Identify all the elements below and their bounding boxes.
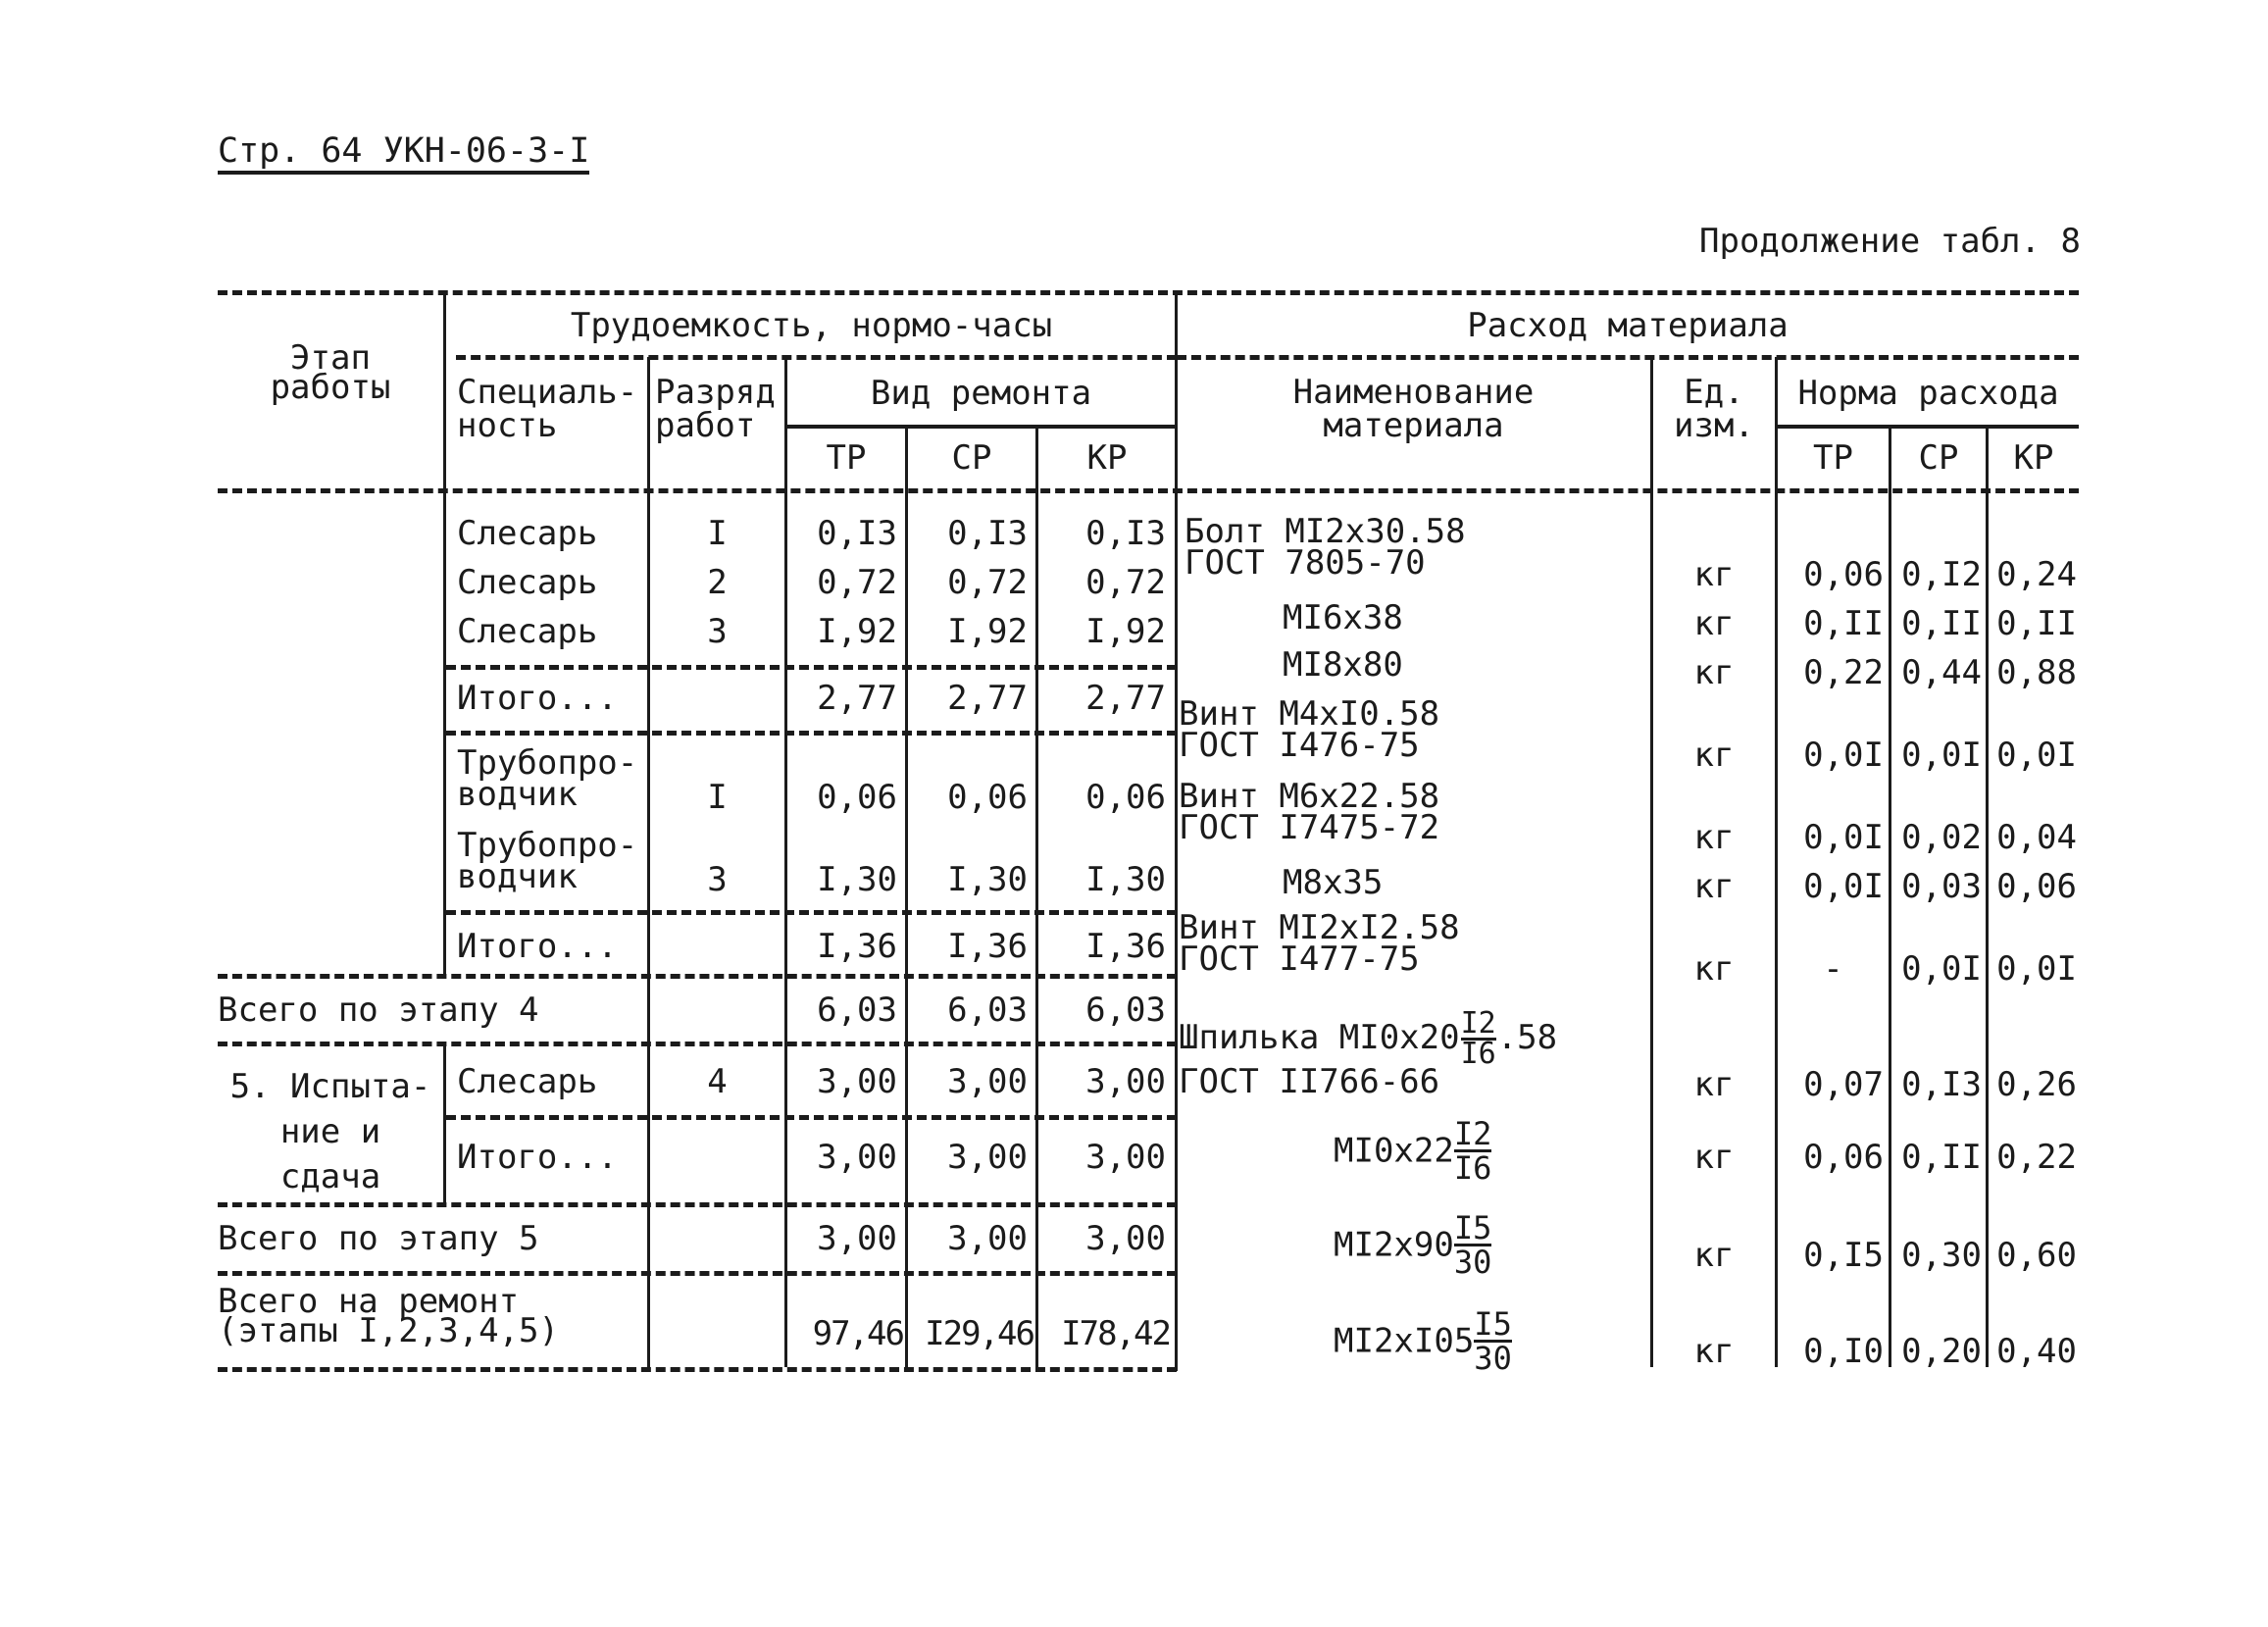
- norm-kr: 0,24: [1996, 555, 2077, 594]
- norm-kr: 0,26: [1996, 1065, 2077, 1104]
- labor-spec: Слесарь: [457, 612, 598, 651]
- labor-tr: 3,00: [817, 1062, 897, 1101]
- labor-sr: 6,03: [947, 991, 1028, 1030]
- header-grade: Разряд работ: [655, 373, 776, 445]
- labor-subtotal-label: Итого...: [457, 1138, 618, 1177]
- norm-kr: 0,0I: [1996, 736, 2077, 775]
- header-repair-kind: Вид ремонта: [870, 374, 1092, 413]
- labor-tr: 0,72: [817, 563, 897, 602]
- header-material-name: Наименование материала: [1292, 373, 1535, 445]
- material-name: Винт MI2xI2.58 ГОСТ I477-75: [1179, 908, 1460, 979]
- labor-kr: 0,72: [1085, 563, 1166, 602]
- norm-tr: 0,I0: [1803, 1332, 1884, 1371]
- norm-sr: 0,0I: [1901, 949, 1982, 989]
- labor-kr: I,36: [1085, 927, 1166, 966]
- labor-kr: I,30: [1085, 860, 1166, 899]
- labor-tr: I,30: [817, 860, 897, 899]
- page-number-header: Стр. 64 УКН-06-3-I: [218, 133, 589, 175]
- labor-sr: I,36: [947, 927, 1028, 966]
- material-unit: кг: [1693, 949, 1735, 989]
- norm-kr: 0,88: [1996, 653, 2077, 692]
- material-unit: кг: [1693, 653, 1735, 692]
- material-unit: кг: [1693, 867, 1735, 906]
- labor-sr: 0,72: [947, 563, 1028, 602]
- norm-tr: 0,0I: [1803, 867, 1884, 906]
- labor-kr: I,92: [1085, 612, 1166, 651]
- labor-sr: 0,I3: [947, 514, 1028, 553]
- material-name: Болт MI2x30.58 ГОСТ 7805-70: [1184, 512, 1466, 583]
- labor-sr: 2,77: [947, 679, 1028, 718]
- labor-subtotal-label: Итого...: [457, 927, 618, 966]
- header-tr: ТР: [826, 438, 867, 478]
- labor-spec: Слесарь: [457, 1062, 598, 1101]
- material-name: ГОСТ II766-66: [1179, 1062, 1440, 1101]
- labor-tr: 2,77: [817, 679, 897, 718]
- norm-sr: 0,II: [1901, 1138, 1982, 1177]
- stage-total-label: Всего по этапу 5: [218, 1219, 539, 1258]
- norm-sr: 0,02: [1901, 818, 1982, 857]
- labor-grade: 2: [707, 563, 728, 602]
- material-name: MI8x80: [1283, 645, 1403, 685]
- header-norm: Норма расхода: [1797, 374, 2059, 413]
- norm-kr: 0,22: [1996, 1138, 2077, 1177]
- labor-sr: 0,06: [947, 778, 1028, 817]
- header-material: Расход материала: [1467, 306, 1789, 345]
- norm-tr: 0,I5: [1803, 1236, 1884, 1275]
- labor-grade: I: [707, 514, 728, 553]
- norm-kr: 0,04: [1996, 818, 2077, 857]
- header-specialty: Специаль- ность: [457, 373, 638, 445]
- header-stage: Этап работы: [270, 338, 391, 407]
- material-name: MI0x22 $\frac{I2}{I6}$: [1334, 1115, 1492, 1187]
- stage-label: 5. Испыта- ние и сдача: [229, 1067, 431, 1196]
- material-name: M8x35: [1283, 863, 1384, 902]
- labor-tr: 6,03: [817, 991, 897, 1030]
- labor-tr: 0,06: [817, 778, 897, 817]
- labor-kr: 3,00: [1085, 1219, 1166, 1258]
- grand-total-label: Всего на ремонт (этапы I,2,3,4,5): [218, 1282, 559, 1350]
- labor-sr: 3,00: [947, 1219, 1028, 1258]
- material-unit: кг: [1693, 555, 1735, 594]
- labor-tr: 0,I3: [817, 514, 897, 553]
- labor-sr: I,30: [947, 860, 1028, 899]
- header-norm-tr: ТР: [1813, 438, 1853, 478]
- labor-kr: I78,42: [1061, 1314, 1170, 1353]
- labor-kr: 0,06: [1085, 778, 1166, 817]
- labor-tr: I,92: [817, 612, 897, 651]
- header-labor: Трудоемкость, нормо-часы: [570, 306, 1053, 345]
- material-unit: кг: [1693, 1332, 1735, 1371]
- material-name: MI6x38: [1283, 598, 1403, 637]
- material-name: Шпилька MI0x20 $\frac{I2}{I6}$ .58: [1179, 1006, 1558, 1071]
- norm-sr: 0,I3: [1901, 1065, 1982, 1104]
- labor-spec: Слесарь: [457, 563, 598, 602]
- labor-sr: I,92: [947, 612, 1028, 651]
- norm-kr: 0,60: [1996, 1236, 2077, 1275]
- stage-total-label: Всего по этапу 4: [218, 991, 539, 1030]
- header-sr: СР: [951, 438, 992, 478]
- norm-kr: 0,40: [1996, 1332, 2077, 1371]
- labor-grade: 3: [707, 860, 728, 899]
- material-unit: кг: [1693, 1138, 1735, 1177]
- labor-sr: I29,46: [925, 1314, 1033, 1353]
- norm-sr: 0,II: [1901, 604, 1982, 643]
- header-kr: КР: [1086, 438, 1128, 478]
- material-unit: кг: [1693, 1236, 1735, 1275]
- norm-tr: 0,0I: [1803, 818, 1884, 857]
- norm-tr: -: [1823, 949, 1843, 989]
- material-name: MI2x90 $\frac{I5}{30}$: [1334, 1209, 1492, 1281]
- material-unit: кг: [1693, 604, 1735, 643]
- norm-tr: 0,0I: [1803, 736, 1884, 775]
- labor-tr: 3,00: [817, 1138, 897, 1177]
- material-name: MI2xI05 $\frac{I5}{30}$: [1334, 1305, 1512, 1377]
- labor-kr: 3,00: [1085, 1138, 1166, 1177]
- material-name: Винт M4xI0.58 ГОСТ I476-75: [1179, 694, 1440, 765]
- norm-tr: 0,22: [1803, 653, 1884, 692]
- material-unit: кг: [1693, 1065, 1735, 1104]
- labor-kr: 6,03: [1085, 991, 1166, 1030]
- labor-spec: Трубопро- водчик: [457, 743, 638, 814]
- table-caption: Продолжение табл. 8: [1699, 222, 2081, 261]
- labor-grade: I: [707, 778, 728, 817]
- norm-sr: 0,44: [1901, 653, 1982, 692]
- material-unit: кг: [1693, 736, 1735, 775]
- labor-kr: 0,I3: [1085, 514, 1166, 553]
- norm-sr: 0,20: [1901, 1332, 1982, 1371]
- norm-sr: 0,0I: [1901, 736, 1982, 775]
- norm-sr: 0,30: [1901, 1236, 1982, 1275]
- labor-spec: Трубопро- водчик: [457, 826, 638, 896]
- labor-tr: 97,46: [812, 1314, 903, 1353]
- header-norm-kr: КР: [2013, 438, 2054, 478]
- norm-sr: 0,I2: [1901, 555, 1982, 594]
- labor-spec: Слесарь: [457, 514, 598, 553]
- norm-tr: 0,06: [1803, 555, 1884, 594]
- labor-sr: 3,00: [947, 1138, 1028, 1177]
- labor-grade: 4: [707, 1062, 728, 1101]
- labor-tr: I,36: [817, 927, 897, 966]
- norm-tr: 0,II: [1803, 604, 1884, 643]
- labor-sr: 3,00: [947, 1062, 1028, 1101]
- norm-sr: 0,03: [1901, 867, 1982, 906]
- labor-subtotal-label: Итого...: [457, 679, 618, 718]
- labor-tr: 3,00: [817, 1219, 897, 1258]
- norm-kr: 0,06: [1996, 867, 2077, 906]
- norm-kr: 0,0I: [1996, 949, 2077, 989]
- header-unit: Ед. изм.: [1674, 373, 1754, 445]
- norm-tr: 0,06: [1803, 1138, 1884, 1177]
- material-unit: кг: [1693, 818, 1735, 857]
- norm-kr: 0,II: [1996, 604, 2077, 643]
- material-name: Винт M6x22.58 ГОСТ I7475-72: [1179, 777, 1440, 847]
- norm-tr: 0,07: [1803, 1065, 1884, 1104]
- header-norm-sr: СР: [1918, 438, 1959, 478]
- labor-kr: 2,77: [1085, 679, 1166, 718]
- labor-grade: 3: [707, 612, 728, 651]
- labor-kr: 3,00: [1085, 1062, 1166, 1101]
